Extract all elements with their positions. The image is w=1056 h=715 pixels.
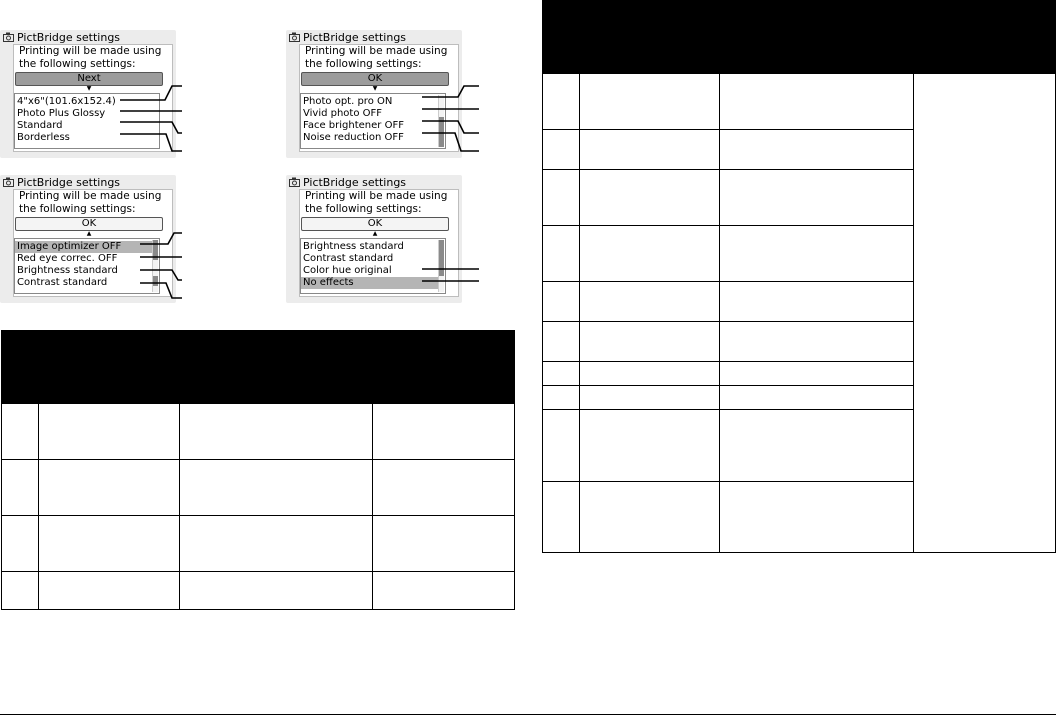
table-header-cell: [543, 1, 720, 74]
table-cell: [719, 170, 914, 226]
ok-button[interactable]: OK: [15, 217, 163, 231]
table-cell: [719, 362, 914, 386]
table-cell: [38, 572, 179, 610]
table-header-row: [2, 331, 515, 404]
table-cell: [179, 572, 373, 610]
table-row: [2, 460, 515, 516]
table-cell-merged: [914, 74, 1056, 553]
table-cell: [579, 226, 719, 282]
down-arrow-icon: ▼: [86, 85, 92, 92]
table-cell: [543, 130, 580, 170]
table-cell: [543, 74, 580, 130]
table-cell: [2, 516, 39, 572]
list-item[interactable]: Standard: [17, 120, 63, 131]
table-cell: [719, 282, 914, 322]
leader-line: [422, 133, 479, 151]
table-cell: [579, 74, 719, 130]
list-item[interactable]: Borderless: [17, 132, 70, 143]
table-cell: [179, 460, 373, 516]
table-cell: [579, 130, 719, 170]
leader-line: [140, 233, 182, 244]
up-arrow-icon: ▲: [372, 230, 378, 237]
list-item[interactable]: Color hue original: [303, 265, 392, 276]
leader-line: [120, 134, 182, 151]
list-item[interactable]: Contrast standard: [17, 277, 108, 288]
list-item[interactable]: 4"x6"(101.6x152.4): [17, 96, 116, 107]
settings-message: Printing will be made using the following settings:: [305, 45, 448, 70]
table-cell: [373, 572, 515, 610]
settings-message: Printing will be made using the following settings:: [305, 190, 448, 215]
leader-line: [140, 270, 182, 280]
table-cell: [373, 404, 515, 460]
screen-title-text: PictBridge settings: [303, 31, 407, 44]
settings-table-right: [542, 0, 1056, 553]
ok-button[interactable]: OK: [301, 217, 449, 231]
table-cell: [543, 226, 580, 282]
table-cell: [543, 386, 580, 410]
table-cell: [2, 404, 39, 460]
table-cell: [2, 460, 39, 516]
leader-line: [140, 283, 182, 298]
table-cell: [373, 516, 515, 572]
table-cell: [719, 74, 914, 130]
table-cell: [579, 362, 719, 386]
table-cell: [719, 226, 914, 282]
settings-message: Printing will be made using the following settings:: [19, 190, 162, 215]
list-item-selected[interactable]: Image optimizer OFF: [15, 241, 155, 253]
down-arrow-icon: ▼: [372, 85, 378, 92]
table-cell: [543, 322, 580, 362]
table-row: [2, 516, 515, 572]
table-header-cell: [179, 331, 373, 404]
table-cell: [38, 516, 179, 572]
table-cell: [373, 460, 515, 516]
screen-title-text: PictBridge settings: [303, 176, 407, 189]
table-cell: [38, 460, 179, 516]
table-cell: [543, 482, 580, 553]
list-item[interactable]: Photo opt. pro ON: [303, 96, 393, 107]
table-cell: [543, 410, 580, 482]
next-button[interactable]: Next: [15, 72, 163, 86]
list-item[interactable]: Face brightener OFF: [303, 120, 404, 131]
list-item[interactable]: Vivid photo OFF: [303, 108, 383, 119]
table-header-row: [543, 1, 1056, 74]
settings-message: Printing will be made using the following settings:: [19, 45, 162, 70]
table-cell: [179, 404, 373, 460]
screen-title-text: PictBridge settings: [17, 176, 121, 189]
table-row: [543, 74, 1056, 130]
table-cell: [2, 572, 39, 610]
list-item[interactable]: Contrast standard: [303, 253, 394, 264]
table-cell: [543, 170, 580, 226]
table-cell: [579, 282, 719, 322]
list-item[interactable]: Noise reduction OFF: [303, 132, 404, 143]
table-cell: [579, 170, 719, 226]
table-row: [2, 404, 515, 460]
table-cell: [579, 482, 719, 553]
table-cell: [719, 410, 914, 482]
table-header-cell: [914, 1, 1056, 74]
table-cell: [579, 386, 719, 410]
list-item[interactable]: Photo Plus Glossy: [17, 108, 106, 119]
ok-button[interactable]: OK: [301, 72, 449, 86]
list-item[interactable]: Brightness standard: [17, 265, 118, 276]
table-cell: [179, 516, 373, 572]
table-cell: [579, 322, 719, 362]
table-cell: [38, 404, 179, 460]
table-header-cell: [719, 1, 914, 74]
table-cell: [719, 322, 914, 362]
screen-title-text: PictBridge settings: [17, 31, 121, 44]
table-cell: [719, 386, 914, 410]
table-cell: [579, 410, 719, 482]
leader-line: [120, 86, 182, 100]
table-header-cell: [2, 331, 180, 404]
leader-line: [120, 122, 182, 133]
list-item[interactable]: Red eye correc. OFF: [17, 253, 118, 264]
table-header-cell: [373, 331, 515, 404]
up-arrow-icon: ▲: [86, 230, 92, 237]
leader-line: [422, 86, 479, 97]
leader-line: [422, 121, 479, 133]
list-item-selected[interactable]: No effects: [301, 277, 441, 289]
table-row: [2, 572, 515, 610]
settings-table-left: [1, 330, 515, 610]
table-cell: [719, 482, 914, 553]
table-cell: [719, 130, 914, 170]
list-item[interactable]: Brightness standard: [303, 241, 404, 252]
table-cell: [543, 282, 580, 322]
table-cell: [543, 362, 580, 386]
